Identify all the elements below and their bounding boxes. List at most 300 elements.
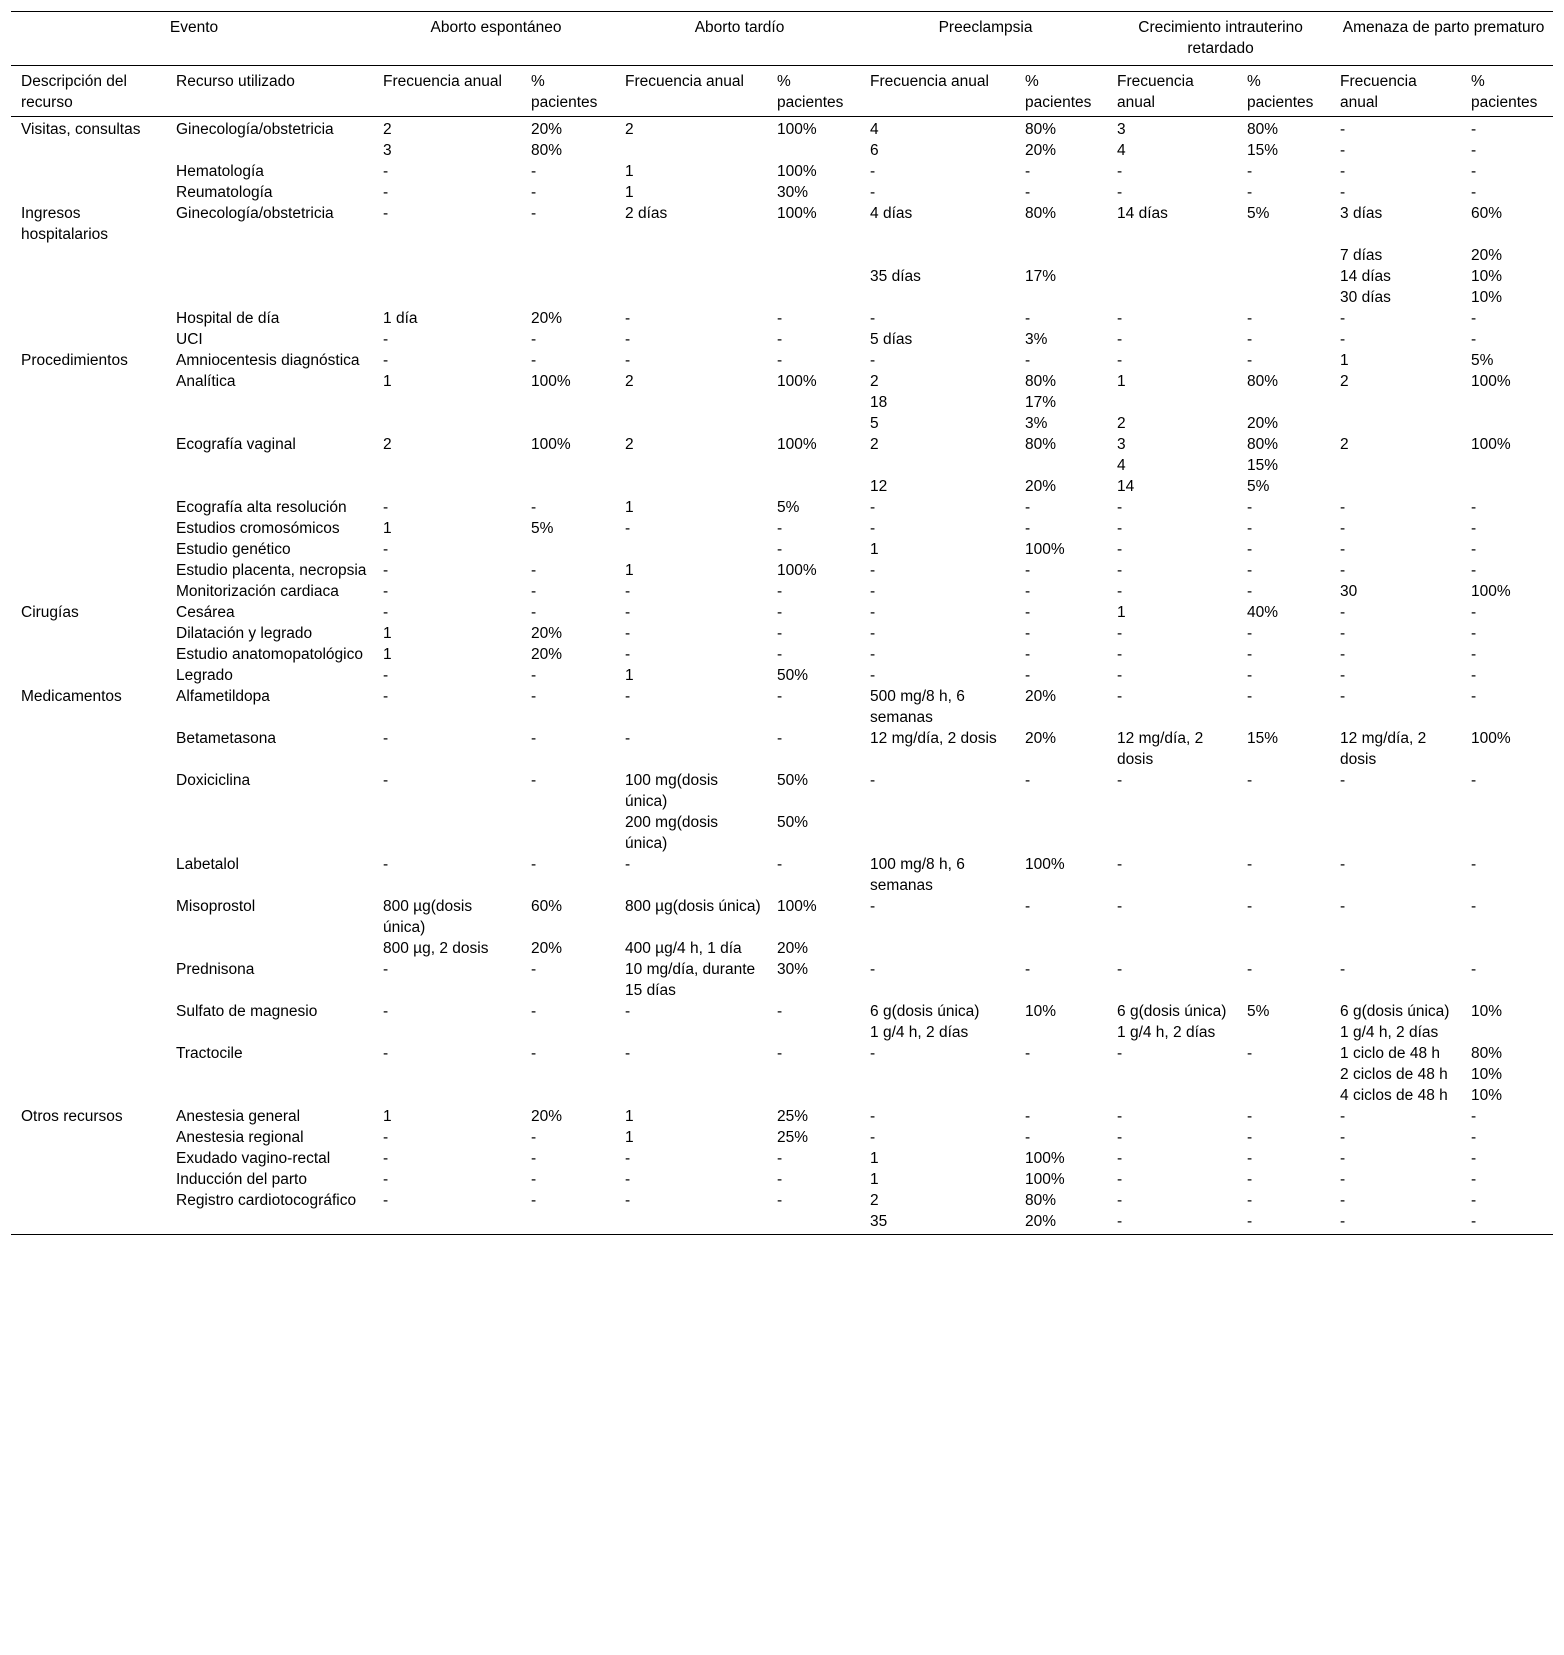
table-cell: 35 días <box>870 268 921 285</box>
table-cell: Estudio anatomopatológico <box>176 646 363 663</box>
table-cell: Procedimientos <box>21 352 128 369</box>
table-cell: Registro cardiotocográfico <box>176 1192 357 1209</box>
table-cell <box>373 1085 521 1106</box>
table-cell: - <box>1117 310 1123 327</box>
table-cell: - <box>1247 1150 1253 1167</box>
table-cell: - <box>1471 541 1477 558</box>
table-cell: Medicamentos <box>21 688 122 705</box>
table-cell: - <box>870 1108 876 1125</box>
table-cell: - <box>383 1045 389 1062</box>
table-cell <box>860 812 1015 854</box>
table-cell: 80% <box>531 142 563 159</box>
table-cell <box>11 728 166 770</box>
table-cell: Prednisona <box>176 961 255 978</box>
table-cell <box>615 287 767 308</box>
table-cell: - <box>1025 184 1031 201</box>
table-row <box>11 959 1553 1001</box>
table-cell: 3 <box>383 142 392 159</box>
table-cell: - <box>777 730 783 747</box>
table-cell: - <box>383 184 389 201</box>
table-row <box>11 896 1553 938</box>
table-cell: - <box>625 1192 631 1209</box>
table-cell: - <box>1340 331 1346 348</box>
table-cell: 100% <box>777 562 817 579</box>
table-cell: - <box>1247 583 1253 600</box>
table-cell <box>1461 938 1553 959</box>
table-cell: - <box>531 667 537 684</box>
table-cell: 10 mg/día, durante 15 días <box>625 961 756 999</box>
table-cell: - <box>870 520 876 537</box>
table-cell <box>615 539 767 560</box>
table-cell: 100 mg/8 h, 6 semanas <box>870 856 965 894</box>
column-header-row <box>11 66 1553 117</box>
table-cell: 10% <box>1025 1003 1057 1020</box>
table-cell: - <box>1117 184 1123 201</box>
table-cell: 30 días <box>1340 289 1391 306</box>
table-cell: - <box>1471 1150 1477 1167</box>
table-row <box>11 602 1553 623</box>
table-cell: 80% <box>1247 436 1279 453</box>
table-cell: - <box>1247 1129 1253 1146</box>
table-cell: 100% <box>777 436 817 453</box>
table-cell: - <box>1025 646 1031 663</box>
table-cell <box>11 1190 166 1211</box>
table-cell: 4 <box>1117 142 1126 159</box>
table-cell: - <box>1471 772 1477 789</box>
table-cell: 80% <box>1025 373 1057 390</box>
table-cell: 2 <box>625 436 634 453</box>
table-cell <box>11 1169 166 1190</box>
table-cell: - <box>1340 772 1346 789</box>
table-cell: - <box>1471 604 1477 621</box>
table-cell <box>521 266 615 287</box>
table-cell: - <box>625 520 631 537</box>
table-cell: - <box>1247 331 1253 348</box>
table-cell: Inducción del parto <box>176 1171 307 1188</box>
table-cell <box>11 560 166 581</box>
event-header-cell: Aborto espontáneo <box>430 19 562 36</box>
table-cell: 100% <box>777 163 817 180</box>
table-row <box>11 161 1553 182</box>
table-cell: - <box>531 1003 537 1020</box>
table-cell: 80% <box>1247 121 1279 138</box>
table-cell: - <box>777 604 783 621</box>
table-cell: - <box>777 583 783 600</box>
table-cell <box>1107 812 1237 854</box>
table-cell: 3 <box>1117 121 1126 138</box>
table-cell: 20% <box>531 646 563 663</box>
table-cell: - <box>1247 898 1253 915</box>
table-cell: Cirugías <box>21 604 79 621</box>
table-cell: 30% <box>777 184 809 201</box>
table-cell: 1 <box>383 520 392 537</box>
table-cell: - <box>1117 1045 1123 1062</box>
table-cell: 2 <box>1117 415 1126 432</box>
table-cell: 50% <box>777 772 809 789</box>
table-cell: - <box>625 856 631 873</box>
table-cell: - <box>777 352 783 369</box>
table-cell: 25% <box>777 1108 809 1125</box>
table-row <box>11 434 1553 455</box>
table-row <box>11 770 1553 812</box>
table-cell <box>11 1001 166 1022</box>
table-row <box>11 854 1553 896</box>
table-cell: 5% <box>777 499 800 516</box>
table-cell <box>615 266 767 287</box>
table-cell: - <box>531 1129 537 1146</box>
table-cell: 100% <box>777 205 817 222</box>
table-cell <box>373 1022 521 1043</box>
table-cell: 1 <box>870 1150 879 1167</box>
table-cell: 17% <box>1025 268 1057 285</box>
table-cell <box>615 1064 767 1085</box>
table-cell: - <box>531 184 537 201</box>
table-cell <box>1107 392 1237 413</box>
table-cell: 25% <box>777 1129 809 1146</box>
table-cell <box>1107 266 1237 287</box>
table-cell: - <box>1471 1192 1477 1209</box>
table-cell: - <box>1340 646 1346 663</box>
table-cell: Monitorización cardiaca <box>176 583 339 600</box>
table-row <box>11 1022 1553 1043</box>
table-cell <box>11 1085 166 1106</box>
table-cell <box>11 665 166 686</box>
table-cell: - <box>531 163 537 180</box>
table-cell: - <box>777 1150 783 1167</box>
table-row <box>11 812 1553 854</box>
table-cell <box>373 392 521 413</box>
table-cell <box>166 413 373 434</box>
table-cell: - <box>777 1192 783 1209</box>
table-cell <box>166 287 373 308</box>
table-row <box>11 287 1553 308</box>
table-cell: - <box>870 667 876 684</box>
table-cell <box>767 245 860 266</box>
table-cell: Estudio genético <box>176 541 291 558</box>
table-cell <box>615 455 767 476</box>
table-row <box>11 413 1553 434</box>
table-cell <box>11 455 166 476</box>
table-cell: 1 <box>625 163 634 180</box>
table-cell <box>166 938 373 959</box>
table-cell: - <box>383 205 389 222</box>
table-cell: Visitas, consultas <box>21 121 141 138</box>
table-cell: 10% <box>1471 1087 1503 1104</box>
table-cell: 20% <box>1025 730 1057 747</box>
table-cell: - <box>870 1045 876 1062</box>
table-row <box>11 371 1553 392</box>
table-cell <box>860 1085 1015 1106</box>
table-cell: - <box>1247 184 1253 201</box>
table-cell <box>11 770 166 812</box>
table-cell <box>11 392 166 413</box>
table-cell: - <box>531 352 537 369</box>
table-cell <box>166 1211 373 1235</box>
table-cell: 20% <box>1025 688 1057 705</box>
table-cell: - <box>1247 856 1253 873</box>
table-cell <box>1330 392 1461 413</box>
table-cell: Ginecología/obstetricia <box>176 121 334 138</box>
column-header: Frecuencia anual <box>383 73 502 90</box>
table-cell: - <box>1340 667 1346 684</box>
table-cell <box>767 1211 860 1235</box>
table-cell <box>1015 245 1107 266</box>
table-cell: 1 <box>1340 352 1349 369</box>
table-cell: - <box>1247 541 1253 558</box>
table-cell: 3% <box>1025 415 1048 432</box>
table-cell: - <box>1117 352 1123 369</box>
table-cell: 2 <box>1340 373 1349 390</box>
table-cell: Misoprostol <box>176 898 256 915</box>
column-header: % pacientes <box>1471 73 1538 111</box>
table-cell: - <box>1471 163 1477 180</box>
table-cell: - <box>383 688 389 705</box>
table-cell: 1 día <box>383 310 418 327</box>
table-cell <box>11 161 166 182</box>
table-cell: - <box>1471 331 1477 348</box>
table-cell <box>166 266 373 287</box>
table-cell: Legrado <box>176 667 233 684</box>
table-cell: 30% <box>777 961 809 978</box>
table-cell: - <box>1117 961 1123 978</box>
table-cell: 12 mg/día, 2 dosis <box>1117 730 1204 768</box>
table-cell: 1 <box>625 562 634 579</box>
table-cell: - <box>1025 625 1031 642</box>
table-row <box>11 1127 1553 1148</box>
table-body <box>11 117 1553 1235</box>
table-cell <box>11 896 166 938</box>
table-cell: - <box>870 961 876 978</box>
table-cell: 4 ciclos de 48 h <box>1340 1087 1448 1104</box>
table-cell: - <box>1471 1213 1477 1230</box>
table-cell: - <box>1117 562 1123 579</box>
table-cell: - <box>777 1171 783 1188</box>
table-cell <box>11 1211 166 1235</box>
table-cell: Cesárea <box>176 604 235 621</box>
table-cell: 10% <box>1471 289 1503 306</box>
table-cell: - <box>531 1192 537 1209</box>
table-cell: 35 <box>870 1213 888 1230</box>
table-cell <box>767 266 860 287</box>
column-header: Frecuencia anual <box>870 73 989 90</box>
table-cell: 4 días <box>870 205 913 222</box>
table-cell: - <box>1247 961 1253 978</box>
column-header: Recurso utilizado <box>176 73 295 90</box>
table-cell: 4 <box>870 121 879 138</box>
table-cell: 1 <box>383 625 392 642</box>
table-cell: - <box>1117 1192 1123 1209</box>
table-row <box>11 539 1553 560</box>
table-cell: UCI <box>176 331 203 348</box>
table-cell: - <box>383 772 389 789</box>
table-cell: - <box>870 604 876 621</box>
table-cell <box>1015 287 1107 308</box>
table-cell: - <box>625 310 631 327</box>
table-cell: - <box>1340 625 1346 642</box>
table-cell <box>11 434 166 455</box>
table-cell: Estudios cromosómicos <box>176 520 340 537</box>
table-cell: 6 g(dosis única) <box>1117 1003 1227 1020</box>
table-cell: - <box>777 625 783 642</box>
table-row <box>11 329 1553 350</box>
table-cell: 2 <box>870 436 879 453</box>
table-cell: 100% <box>777 121 817 138</box>
table-row <box>11 392 1553 413</box>
table-cell <box>166 245 373 266</box>
table-cell: - <box>1340 856 1346 873</box>
table-cell <box>1461 392 1553 413</box>
table-cell: - <box>1340 499 1346 516</box>
table-cell: 2 <box>383 436 392 453</box>
table-cell: - <box>1471 1171 1477 1188</box>
table-cell: - <box>1471 625 1477 642</box>
table-cell: 100% <box>1025 1150 1065 1167</box>
table-cell <box>521 1085 615 1106</box>
table-cell: 1 <box>625 499 634 516</box>
event-header-cell: Amenaza de parto prematuro <box>1342 19 1545 36</box>
table-cell: - <box>870 1129 876 1146</box>
table-cell: 60% <box>1471 205 1503 222</box>
table-cell: - <box>531 688 537 705</box>
table-cell: - <box>1117 520 1123 537</box>
event-header-cell: Preeclampsia <box>938 19 1033 36</box>
table-cell: 2 <box>383 121 392 138</box>
column-header: % pacientes <box>531 73 598 111</box>
table-cell: 80% <box>1025 1192 1057 1209</box>
table-cell <box>767 287 860 308</box>
table-cell: 6 <box>870 142 879 159</box>
table-cell <box>11 266 166 287</box>
table-cell <box>767 1064 860 1085</box>
table-cell: 100% <box>531 373 571 390</box>
table-cell: Reumatología <box>176 184 273 201</box>
table-cell: - <box>383 1192 389 1209</box>
table-cell: 1 <box>1117 604 1126 621</box>
table-cell <box>166 812 373 854</box>
table-cell <box>373 1064 521 1085</box>
table-cell: - <box>625 730 631 747</box>
table-cell <box>615 1085 767 1106</box>
table-cell: - <box>625 352 631 369</box>
table-row <box>11 623 1553 644</box>
table-cell <box>373 476 521 497</box>
table-row <box>11 266 1553 287</box>
table-cell: 1 <box>383 1108 392 1125</box>
table-cell <box>11 329 166 350</box>
table-cell <box>11 959 166 1001</box>
table-cell: - <box>1117 541 1123 558</box>
table-cell: 800 µg, 2 dosis <box>383 940 489 957</box>
table-cell: - <box>870 184 876 201</box>
table-cell: - <box>1117 646 1123 663</box>
table-cell: - <box>1340 961 1346 978</box>
table-cell <box>1015 1022 1107 1043</box>
table-cell <box>11 812 166 854</box>
table-cell: - <box>1340 1129 1346 1146</box>
table-cell: - <box>870 646 876 663</box>
table-cell: - <box>383 1171 389 1188</box>
table-cell <box>767 1022 860 1043</box>
table-cell <box>1461 1022 1553 1043</box>
table-cell: - <box>1117 856 1123 873</box>
table-cell <box>767 1085 860 1106</box>
table-cell <box>1015 1085 1107 1106</box>
table-cell: 6 g(dosis única) <box>1340 1003 1450 1020</box>
table-cell: - <box>383 331 389 348</box>
table-cell: - <box>1340 184 1346 201</box>
table-cell: 18 <box>870 394 888 411</box>
table-cell: 1 <box>625 1108 634 1125</box>
table-cell <box>767 455 860 476</box>
table-cell: - <box>1025 772 1031 789</box>
table-cell: - <box>1025 583 1031 600</box>
table-cell <box>11 938 166 959</box>
column-header: % pacientes <box>1247 73 1314 111</box>
table-cell <box>1237 1064 1330 1085</box>
column-header: Descripción del recurso <box>21 73 127 111</box>
table-cell <box>521 287 615 308</box>
table-cell: - <box>1025 352 1031 369</box>
table-cell: - <box>1025 667 1031 684</box>
table-cell <box>860 1064 1015 1085</box>
table-cell: 20% <box>1025 478 1057 495</box>
table-cell: 5 <box>870 415 879 432</box>
table-cell <box>521 476 615 497</box>
table-cell: 800 µg(dosis única) <box>625 898 761 915</box>
table-cell: - <box>870 163 876 180</box>
table-cell: Hematología <box>176 163 264 180</box>
table-cell: - <box>1340 541 1346 558</box>
table-cell <box>166 455 373 476</box>
table-row <box>11 581 1553 602</box>
table-cell: 20% <box>531 310 563 327</box>
table-cell: - <box>1471 688 1477 705</box>
table-cell: - <box>1471 121 1477 138</box>
table-cell <box>11 245 166 266</box>
table-cell: 1 g/4 h, 2 días <box>1340 1024 1439 1041</box>
table-cell <box>615 245 767 266</box>
table-cell: - <box>1117 688 1123 705</box>
table-cell: 2 <box>625 121 634 138</box>
table-cell: Analítica <box>176 373 236 390</box>
table-cell <box>1330 455 1461 476</box>
table-cell: - <box>1247 1045 1253 1062</box>
table-cell: - <box>383 541 389 558</box>
table-cell: 20% <box>777 940 809 957</box>
table-cell <box>1237 245 1330 266</box>
table-cell: Sulfato de magnesio <box>176 1003 318 1020</box>
table-cell: - <box>870 625 876 642</box>
table-cell <box>373 266 521 287</box>
table-cell: - <box>1247 1171 1253 1188</box>
table-cell: - <box>531 499 537 516</box>
table-cell: - <box>531 772 537 789</box>
column-header: % pacientes <box>777 73 844 111</box>
table-cell <box>1330 812 1461 854</box>
table-cell: - <box>531 1045 537 1062</box>
table-row <box>11 476 1553 497</box>
table-cell <box>11 413 166 434</box>
table-cell: - <box>1117 1150 1123 1167</box>
table-cell <box>615 392 767 413</box>
table-cell: 20% <box>531 121 563 138</box>
table-row <box>11 1169 1553 1190</box>
table-cell: - <box>777 646 783 663</box>
table-cell: Betametasona <box>176 730 276 747</box>
table-cell: - <box>1025 1108 1031 1125</box>
table-cell: - <box>383 499 389 516</box>
table-cell: - <box>1340 1213 1346 1230</box>
